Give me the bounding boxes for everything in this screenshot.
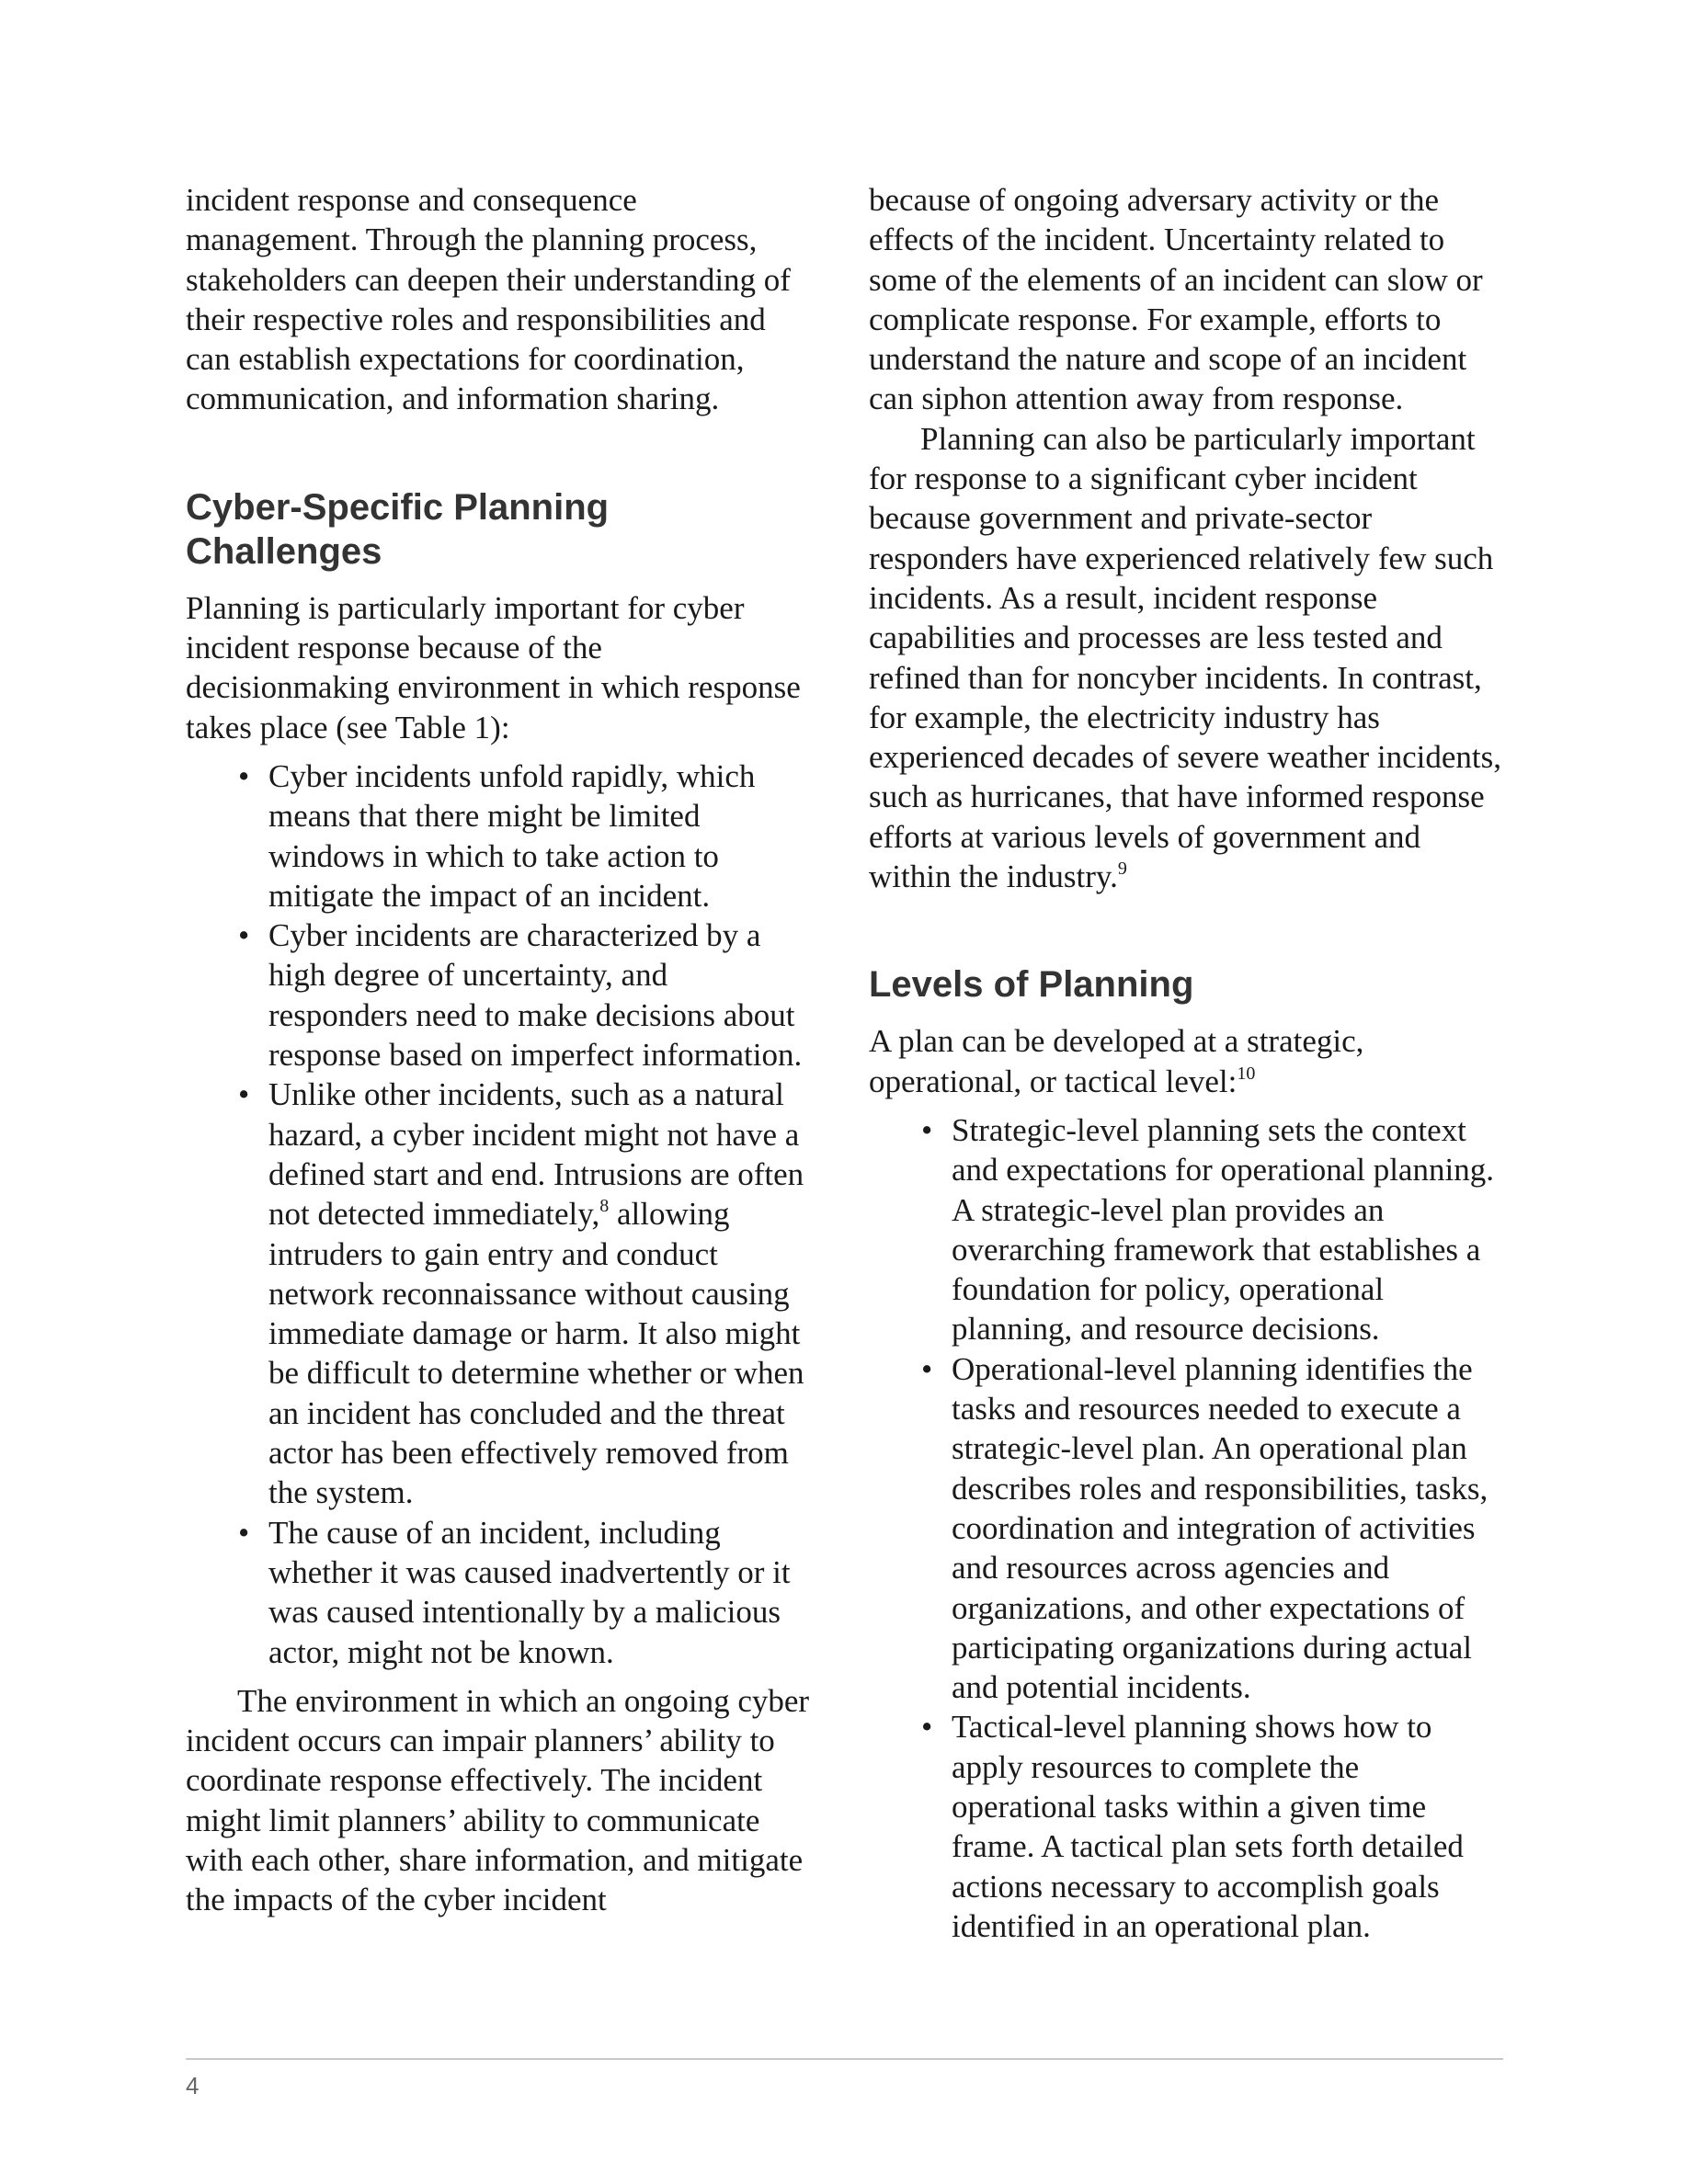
list-item-text: Cyber incidents are characterized by a high degree of uncertainty, and responders need to make decisions about response based on imperfect information. xyxy=(268,917,803,1074)
list-item-text: Tactical-level planning shows how to apply resources to complete the operational tasks within a given time frame. A tactical plan sets forth detailed actions necessary to accomplish goals identified in an operational plan. xyxy=(952,1709,1464,1944)
bullet-list xyxy=(869,1110,1503,1946)
body-paragraph xyxy=(869,1021,1503,1101)
list-item xyxy=(869,1349,1503,1708)
bullet-icon: • xyxy=(238,1514,250,1551)
list-item xyxy=(869,1707,1503,1946)
right-column xyxy=(869,180,1503,1946)
list-item xyxy=(186,1513,811,1672)
page-number: 4 xyxy=(186,2072,200,2099)
list-item xyxy=(869,1110,1503,1349)
body-paragraph-text: Planning can also be particularly important for response to a significant cyber incident because government and private-sector responders have experienced relatively few such incidents. As a result, incident response capabilities and processes are less tested and refined than for noncyber incidents. In contrast, for example, the electricity industry has experienced decades of severe weather incidents, such as hurricanes, that have informed response efforts at various levels of government and within the industry. xyxy=(869,420,1501,895)
footnote-reference: 9 xyxy=(1117,859,1127,880)
list-item xyxy=(186,1075,811,1512)
list-item xyxy=(186,756,811,916)
bullet-icon: • xyxy=(238,757,250,794)
intro-paragraph: incident response and consequence management. Through the planning process, stakeholders can deepen their understanding of their respective roles and responsibilities and can establish expectations for coordination, communication, and information sharing. xyxy=(186,182,791,417)
list-item-text: Cyber incidents unfold rapidly, which means that there might be limited windows in which to take action to mitigate the impact of an incident. xyxy=(268,757,756,914)
bullet-icon: • xyxy=(238,1076,250,1113)
section-heading-levels-of-planning: Levels of Planning xyxy=(869,964,1194,1006)
list-item xyxy=(186,916,811,1075)
section-heading-cyber-planning-challenges: Cyber-Specific Planning Challenges xyxy=(186,486,610,572)
bullet-icon: • xyxy=(238,917,250,954)
bullet-list xyxy=(186,756,811,1672)
list-item-text-continued: allowing intruders to gain entry and conduct network reconnaissance without causing immediate damage or harm. It also might be difficult to determine whether or when an incident has concluded and the threat actor has been effectively removed from the system. xyxy=(268,1196,804,1511)
bullet-icon: • xyxy=(921,1111,933,1148)
body-paragraph: because of ongoing adversary activity or the effects of the incident. Uncertainty related to some of the elements of an incident can slow or complicate response. For example, efforts to understand the nature and scope of an incident can siphon attention away from response. xyxy=(869,182,1483,417)
list-item-text: Operational-level planning identifies the tasks and resources needed to execute a strategic-level plan. An operational plan describes roles and responsibilities, tasks, coordination and integration of activities and resources across agencies and organizations, and other expectations of participating organizations during actual and potential incidents. xyxy=(952,1350,1488,1706)
body-paragraph-text: A plan can be developed at a strategic, operational, or tactical level: xyxy=(869,1023,1364,1099)
list-item-text: Strategic-level planning sets the context and expectations for operational planning. A strategic-level plan provides an overarching framework that establishes a foundation for policy, operational planning, and resource decisions. xyxy=(952,1111,1494,1348)
left-column xyxy=(186,180,811,1920)
body-paragraph: The environment in which an ongoing cyber incident occurs can impair planners’ ability to coordinate response effectively. The incident might limit planners’ ability to communicate with each other, share information, and mitigate the impacts of the cyber incident xyxy=(186,1682,810,1918)
bullet-icon: • xyxy=(921,1709,933,1746)
body-paragraph: Planning is particularly important for cyber incident response because of the decisionmaking environment in which response takes place (see Table 1): xyxy=(186,589,801,745)
list-item-text: Unlike other incidents, such as a natural hazard, a cyber incident might not have a defined start and end. Intrusions are often not detected immediately, xyxy=(268,1076,804,1233)
footnote-reference: 8 xyxy=(599,1196,610,1217)
body-paragraph xyxy=(869,419,1503,897)
list-item-text: The cause of an incident, including whether it was caused inadvertently or it was caused intentionally by a malicious actor, might not be known. xyxy=(268,1514,791,1670)
footnote-reference: 10 xyxy=(1237,1063,1256,1084)
footer-divider xyxy=(186,2058,1503,2060)
bullet-icon: • xyxy=(921,1350,933,1387)
